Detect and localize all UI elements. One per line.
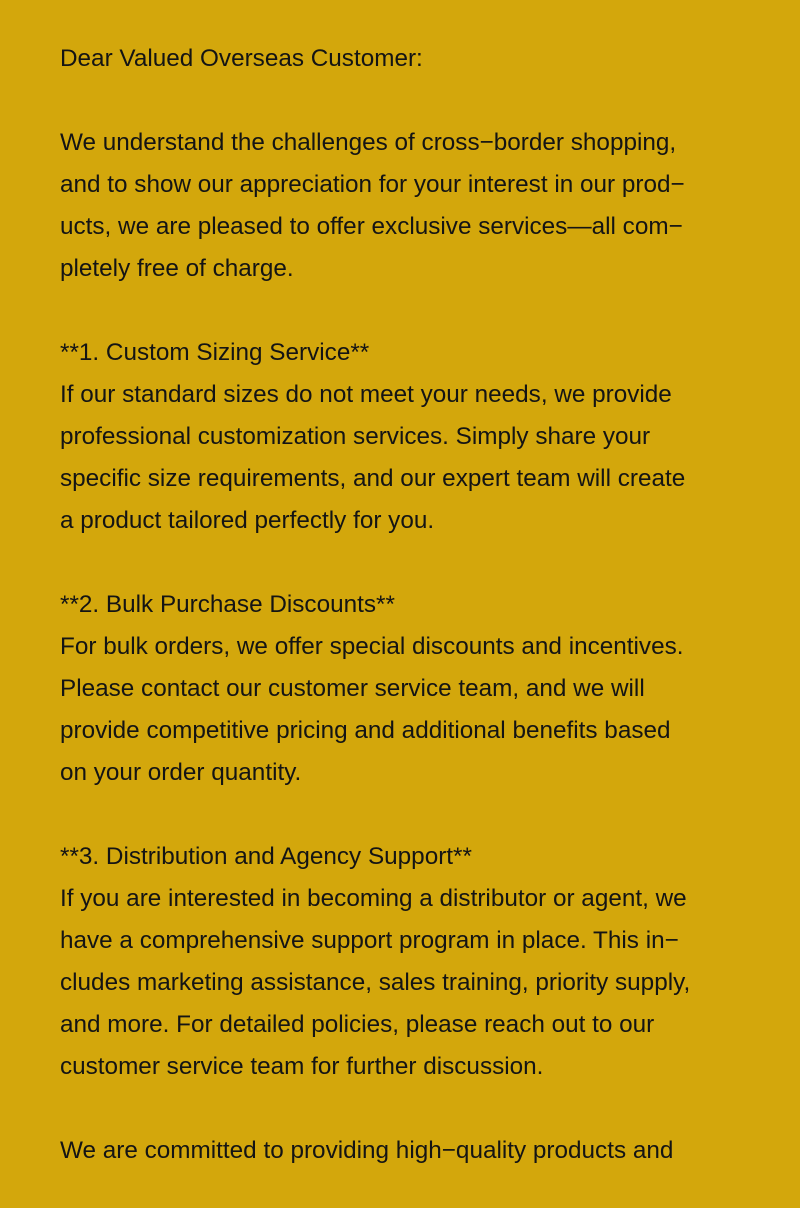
section-line: have a comprehensive support program in place. This in− xyxy=(60,927,679,954)
letter-body xyxy=(60,38,750,1172)
section-line: a product tailored perfectly for you. xyxy=(60,507,435,534)
section-line: For bulk orders, we offer special discounts and incentives. xyxy=(60,633,684,660)
intro-line: We understand the challenges of cross−border shopping, xyxy=(60,129,677,156)
paragraph-gap xyxy=(60,80,750,122)
section-line: on your order quantity. xyxy=(60,759,302,786)
section-line: customer service team for further discussion. xyxy=(60,1053,544,1080)
section-line: specific size requirements, and our expert team will create xyxy=(60,465,686,492)
greeting: Dear Valued Overseas Customer: xyxy=(60,45,423,72)
closing-line: We are committed to providing high−quality products and xyxy=(60,1137,674,1164)
section-line: and more. For detailed policies, please reach out to our xyxy=(60,1011,655,1038)
section-line: provide competitive pricing and additional benefits based xyxy=(60,717,671,744)
section-line: cludes marketing assistance, sales training, priority supply, xyxy=(60,969,691,996)
section-heading-custom-sizing: **1. Custom Sizing Service** xyxy=(60,339,370,366)
intro-line: pletely free of charge. xyxy=(60,255,294,282)
section-line: professional customization services. Simply share your xyxy=(60,423,651,450)
section-heading-distribution: **3. Distribution and Agency Support** xyxy=(60,843,472,870)
paragraph-gap xyxy=(60,542,750,584)
paragraph-gap xyxy=(60,290,750,332)
section-line: Please contact our customer service team, and we will xyxy=(60,675,645,702)
section-line: If you are interested in becoming a distributor or agent, we xyxy=(60,885,687,912)
section-heading-bulk-purchase: **2. Bulk Purchase Discounts** xyxy=(60,591,395,618)
intro-line: and to show our appreciation for your interest in our prod− xyxy=(60,171,685,198)
section-line: If our standard sizes do not meet your needs, we provide xyxy=(60,381,672,408)
paragraph-gap xyxy=(60,1088,750,1130)
paragraph-gap xyxy=(60,794,750,836)
intro-line: ucts, we are pleased to offer exclusive services—all com− xyxy=(60,213,683,240)
